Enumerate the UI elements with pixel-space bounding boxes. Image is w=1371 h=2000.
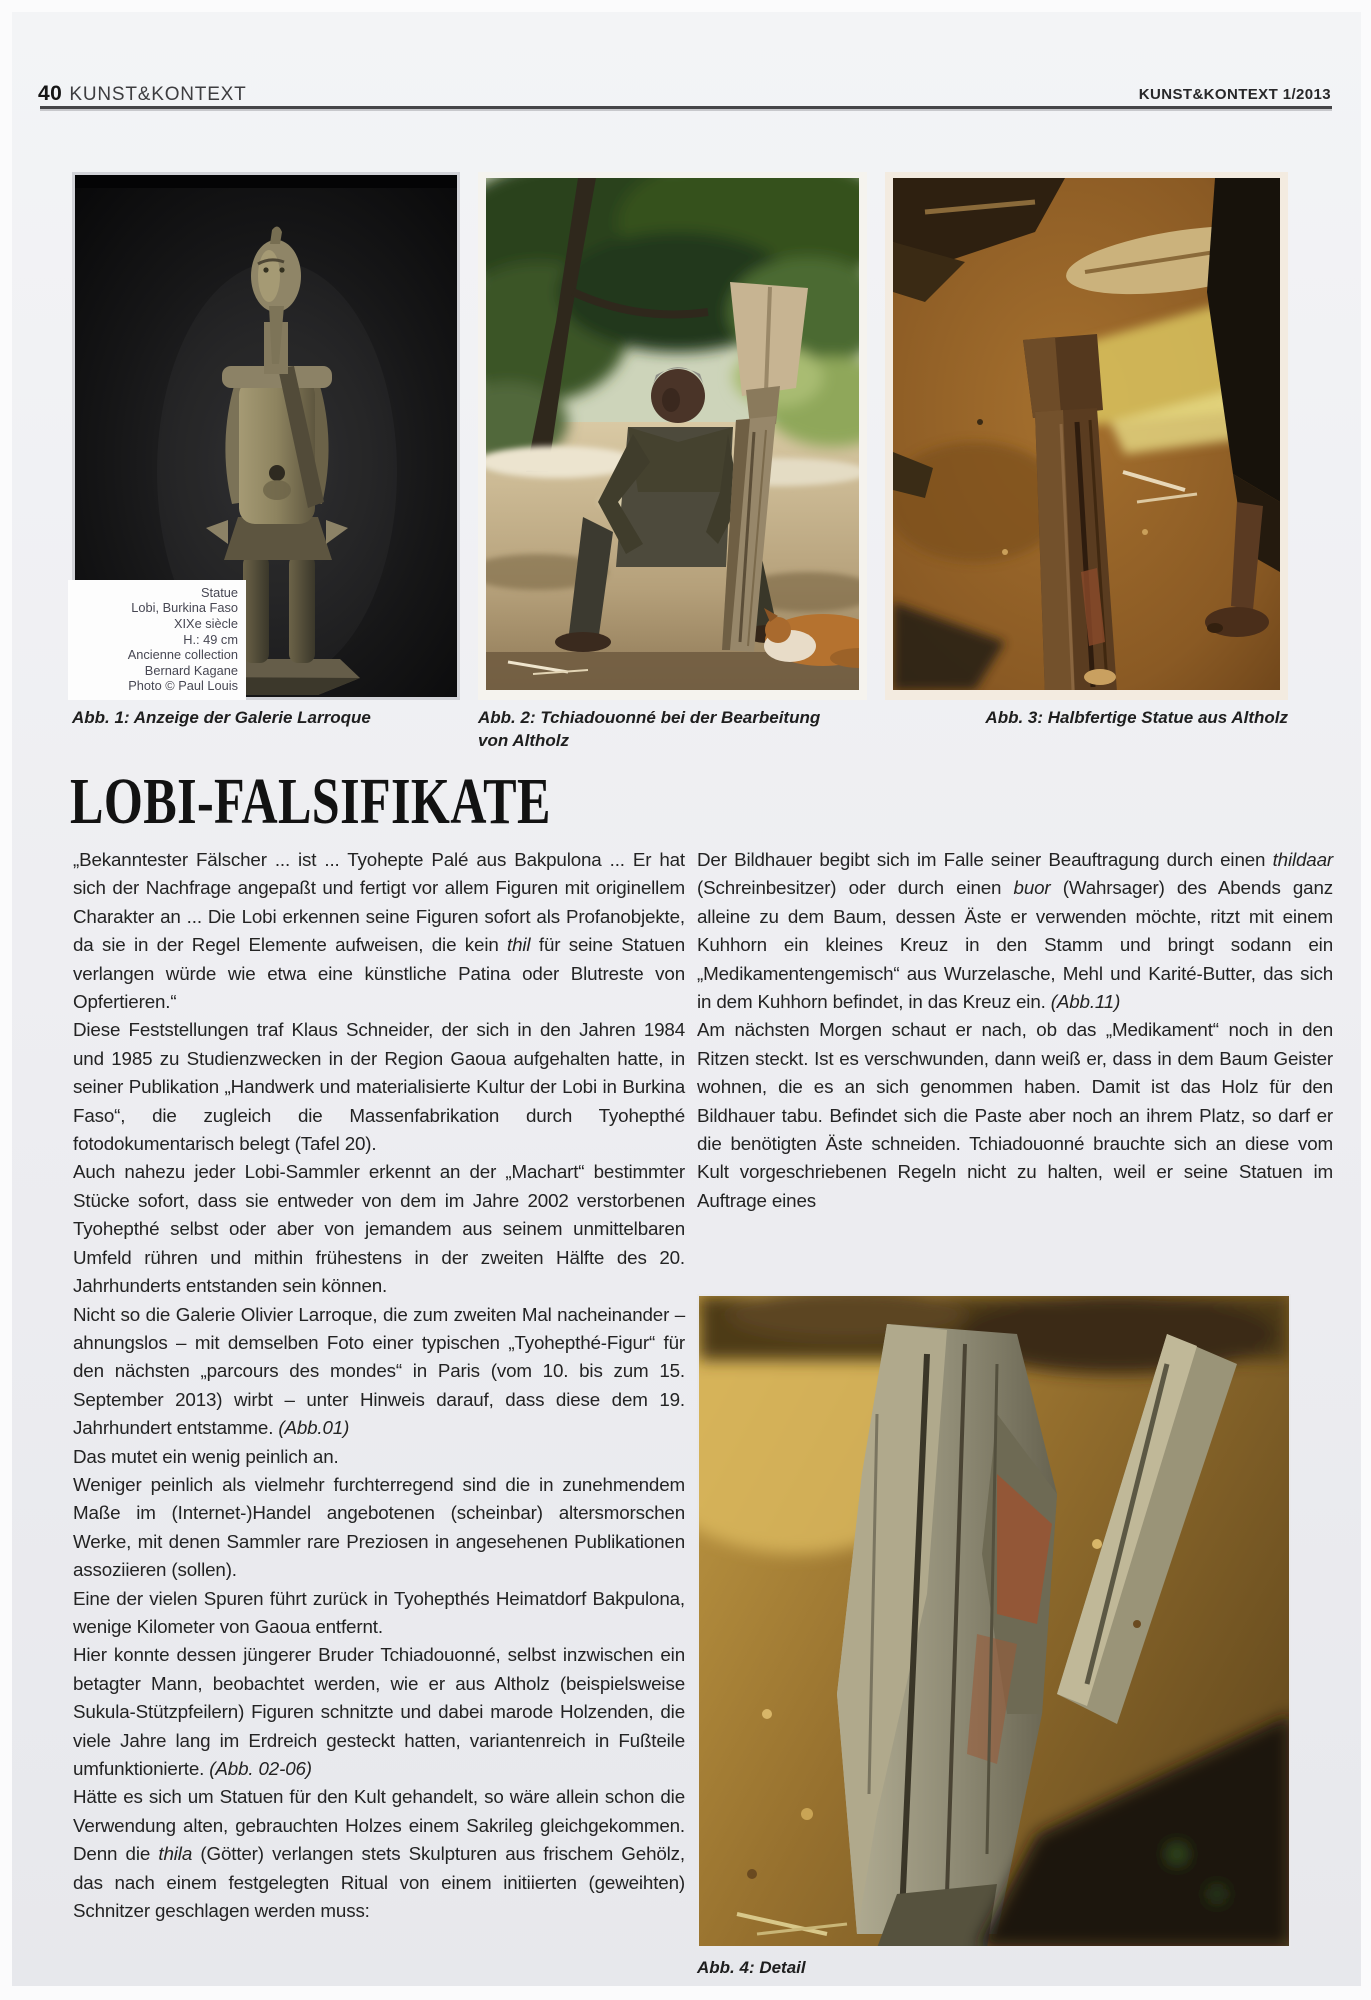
info-line: XIXe siècle (173, 616, 238, 632)
scan-margin-top (0, 0, 1371, 12)
paragraph: Auch nahezu jeder Lobi-Sammler erkennt an der „Machart“ bestimmter Stücke sofort, dass sie entweder von dem im Jahre 2002 verstorbenen Tyohepthé selbst oder aber von jemandem aus seinem unmittelbaren Umfeld rühren und mithin frühestens in der zweiten Hälfte des 20. Jahrhunderts entstanden sein können. (73, 1161, 685, 1297)
caption-abb3: Abb. 3: Halbfertige Statue aus Altholz (985, 708, 1288, 727)
paragraph: Eine der vielen Spuren führt zurück in Tyohepthés Heimatdorf Bakpulona, wenige Kilometer von Gaoua entfernt. (73, 1587, 685, 1637)
header-left (38, 82, 247, 106)
abb3-photo-illustration (885, 172, 1288, 700)
paragraph: Das mutet ein wenig peinlich an. (73, 1445, 339, 1467)
article-column-right (697, 846, 1333, 1215)
abb4-photo-illustration (697, 1294, 1291, 1948)
paragraph: Hätte es sich um Statuen für den Kult gehandelt, so wäre allein schon die Verwendung alten, gebrauchten Holzes einem Sakrileg gleichgekommen. Denn die thila (Götter) verlangen stets Skulpturen aus frischem Gehölz, das nach einem festgelegten Ritual von einem initiierten (geweihten) Schnitzer geschlagen werden muss: (73, 1786, 685, 1922)
abb2-photo-illustration (478, 172, 867, 700)
info-line: Bernard Kagane (144, 662, 238, 678)
info-line: Ancienne collection (127, 647, 238, 663)
figure-abb3 (885, 172, 1288, 700)
caption-abb1: Abb. 1: Anzeige der Galerie Larroque (72, 708, 371, 727)
page-number: 40 (38, 82, 63, 105)
scan-margin-left (0, 0, 12, 2000)
info-line: H.: 49 cm (183, 631, 238, 647)
scan-margin-right (1361, 0, 1371, 2000)
scan-margin-bottom (0, 1986, 1371, 2000)
caption-abb4: Abb. 4: Detail (697, 1958, 806, 1977)
figure-abb1 (72, 172, 460, 700)
figure-abb2 (478, 172, 867, 700)
paragraph: Diese Feststellungen traf Klaus Schneider, der sich in den Jahren 1984 und 1985 zu Studienzwecken in der Region Gaoua aufgehalten hatte, in seiner Publikation „Handwerk und materialisierte Kultur der Lobi in Burkina Faso“, die zugleich die Massenfabrikation durch Tyohepthé fotodokumentarisch belegt (Tafel 20). (73, 1019, 685, 1155)
paragraph: Am nächsten Morgen schaut er nach, ob das „Medikament“ noch in den Ritzen steckt. Ist es verschwunden, dann weiß er, dass in dem Baum Geister wohnen, die es an sich genommen haben. Damit ist das Holz für den Bildhauer tabu. Befindet sich die Paste aber noch an ihrem Platz, so darf er die benötigten Äste schneiden. Tchiadouonné brauchte sich an diese vom Kult vorgeschriebenen Regeln nicht zu halten, weil er seine Statuen im Auftrage eines (697, 1019, 1333, 1211)
paragraph: Hier konnte dessen jüngerer Bruder Tchiadouonné, selbst inzwischen ein betagter Mann, beobachtet werden, wie er aus Altholz (beispielsweise Sukula-Stützpfeilern) Figuren schnitzte und dabei marode Holzenden, die viele Jahre lang im Erdreich gesteckt hatten, variantenreich in Fußteile umfunktionierte. (Abb. 02-06) (73, 1644, 685, 1779)
article-title: LOBI-FALSIFIKATE (70, 765, 551, 838)
info-line: Statue (201, 584, 238, 600)
paragraph: „Bekanntester Fälscher ... ist ... Tyohepte Palé aus Bakpulona ... Er hat sich der Nachfrage angepaßt und fertigt vor allem Figuren mit originellem Charakter an ... Die Lobi erkennen seine Figuren sofort als Profanobjekte, da sie in der Regel Elemente aufweisen, die kein thil für seine Statuen verlangen würde wie etwa eine künstliche Patina oder Blutreste von Opfertieren.“ (73, 849, 685, 1013)
info-line: Photo © Paul Louis (128, 678, 238, 694)
figure-abb4 (697, 1294, 1291, 1948)
paragraph: Weniger peinlich als vielmehr furchterregend sind die in zunehmendem Maße im (Internet-)Handel angebotenen (scheinbar) altersmorschen Werke, mit denen Sammler rare Preziosen in angesehenen Publikationen assoziieren (sollen). (73, 1473, 685, 1581)
info-line: Lobi, Burkina Faso (131, 600, 238, 616)
article-column-left (73, 846, 685, 1925)
gallery-info-box (68, 580, 246, 700)
header-issue: KUNST&KONTEXT 1/2013 (1138, 86, 1331, 103)
paragraph: Der Bildhauer begibt sich im Falle seiner Beauftragung durch einen thildaar (Schreinbesitzer) oder durch einen buor (Wahrsager) des Abends ganz alleine zu dem Baum, dessen Äste er verwenden möchte, ritzt mit einem Kuhhorn ein kleines Kreuz in den Stamm und bringt sodann ein „Medikamentengemisch“ aus Wurzelasche, Mehl und Karité-Butter, das sich in dem Kuhhorn befindet, in das Kreuz ein. (Abb.11) (697, 849, 1333, 1013)
magazine-name: KUNST&KONTEXT (69, 84, 247, 105)
header-rule (40, 106, 1332, 109)
paragraph: Nicht so die Galerie Olivier Larroque, die zum zweiten Mal nacheinander – ahnungslos – mit demselben Foto einer typischen „Tyohepthé-Figur“ für den nächsten „parcours des mondes“ in Paris (vom 10. bis zum 15. September 2013) wirbt – unter Hinweis darauf, dass diese dem 19. Jahrhundert entstamme. (Abb.01) (73, 1303, 685, 1439)
caption-abb2: Abb. 2: Tchiadouonné bei der Bearbeitung von Altholz (478, 708, 821, 750)
